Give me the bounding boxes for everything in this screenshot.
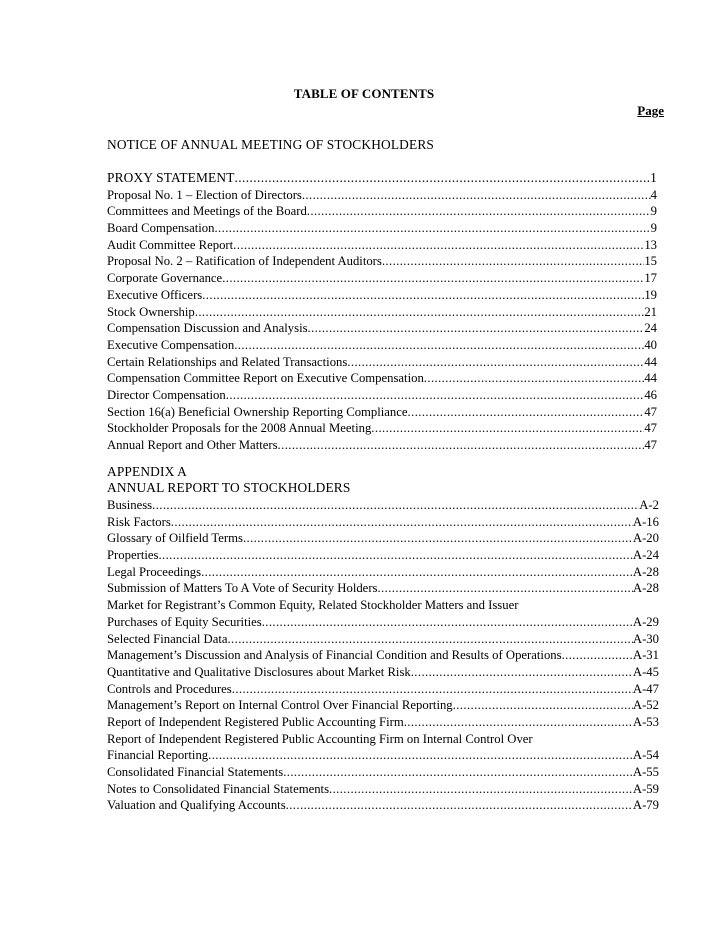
toc-leader-dots	[226, 387, 645, 404]
toc-page-number: A-20	[632, 531, 659, 546]
toc-entry-label: Management’s Discussion and Analysis of Financial Condition and Results of Operations	[107, 648, 562, 663]
toc-row[interactable]	[107, 764, 659, 781]
toc-entry-label: Corporate Governance	[107, 271, 223, 286]
toc-row[interactable]	[107, 187, 657, 204]
toc-leader-dots	[278, 437, 645, 454]
toc-row[interactable]	[107, 387, 657, 404]
toc-entry-label: Notes to Consolidated Financial Statements	[107, 781, 330, 796]
toc-leader-dots	[201, 564, 633, 581]
notice-heading: NOTICE OF ANNUAL MEETING OF STOCKHOLDERS	[107, 137, 435, 152]
toc-leader-dots	[195, 304, 645, 321]
page-column-label: Page	[637, 103, 664, 118]
toc-entry-label: Purchases of Equity Securities	[107, 614, 262, 629]
toc-leader-dots	[158, 547, 632, 564]
toc-leader-dots	[222, 270, 644, 287]
toc-row[interactable]	[107, 404, 657, 421]
toc-page-number: 17	[644, 271, 657, 286]
toc-leader-dots	[286, 797, 633, 814]
toc-page-number: 9	[650, 204, 657, 219]
toc-entry-label: Valuation and Qualifying Accounts	[107, 798, 286, 813]
toc-entry-label-first-line: Market for Registrant’s Common Equity, Related Stockholder Matters and Issuer	[107, 598, 519, 613]
toc-row[interactable]	[107, 714, 659, 731]
toc-page-number: A-28	[632, 564, 659, 579]
toc-leader-dots	[404, 714, 633, 731]
toc-leader-dots	[234, 337, 644, 354]
toc-row[interactable]	[107, 237, 657, 254]
toc-row[interactable]	[107, 497, 659, 514]
toc-row[interactable]	[107, 781, 659, 798]
toc-page-number: A-55	[632, 765, 659, 779]
toc-row[interactable]	[107, 564, 659, 581]
toc-page-number: A-28	[632, 581, 659, 596]
toc-row[interactable]	[107, 747, 659, 764]
toc-leader-dots	[562, 647, 633, 664]
toc-leader-dots	[453, 697, 633, 714]
toc-page-number: A-53	[632, 714, 659, 729]
toc-entry-label: Audit Committee Report	[107, 237, 234, 252]
toc-row[interactable]	[107, 253, 657, 270]
toc-page-number: A-52	[632, 698, 659, 713]
toc-page-number: 47	[644, 421, 657, 436]
toc-row[interactable]	[107, 547, 659, 564]
toc-row[interactable]	[107, 664, 659, 681]
toc-entry-label: Committees and Meetings of the Board	[107, 204, 307, 219]
toc-row[interactable]	[107, 437, 657, 454]
toc-page-number: A-30	[632, 631, 659, 646]
toc-page-number: A-16	[632, 514, 659, 529]
toc-row[interactable]	[107, 370, 657, 387]
toc-entry-label: Compensation Committee Report on Executive Compensation	[107, 371, 424, 386]
toc-entry-label: Stockholder Proposals for the 2008 Annual Meeting	[107, 421, 372, 436]
toc-leader-dots	[208, 747, 633, 764]
toc-page-number: 19	[644, 287, 657, 302]
toc-entry-label: Director Compensation	[107, 387, 226, 402]
toc-row[interactable]	[107, 580, 659, 597]
toc-page-number: 1	[650, 170, 657, 185]
toc-leader-dots	[243, 530, 633, 547]
toc-leader-dots	[214, 220, 650, 237]
toc-page-number: A-59	[632, 781, 659, 796]
toc-row[interactable]	[107, 697, 659, 714]
toc-leader-dots	[377, 580, 632, 597]
toc-page-number: 46	[644, 387, 657, 402]
proxy-toc-list	[107, 170, 657, 454]
toc-page-number: A-24	[632, 548, 659, 563]
toc-page-number: 47	[644, 404, 657, 419]
appendix-subheading: ANNUAL REPORT TO STOCKHOLDERS	[107, 480, 351, 495]
toc-row[interactable]	[107, 797, 659, 814]
toc-page-number: A-79	[632, 798, 659, 813]
toc-entry-label: PROXY STATEMENT	[107, 170, 235, 185]
toc-entry-label: Report of Independent Registered Public Accounting Firm	[107, 714, 404, 729]
toc-row[interactable]	[107, 647, 659, 664]
toc-leader-dots	[232, 681, 633, 698]
toc-entry-label: Quantitative and Qualitative Disclosures about Market Risk	[107, 664, 411, 679]
toc-leader-dots	[347, 354, 644, 371]
toc-leader-dots	[235, 170, 651, 187]
toc-entry-label: Risk Factors	[107, 514, 171, 529]
toc-entry-label: Proposal No. 1 – Election of Directors	[107, 187, 302, 202]
toc-page-number: 44	[644, 354, 657, 369]
toc-leader-dots	[371, 420, 644, 437]
toc-row[interactable]	[107, 631, 659, 648]
toc-leader-dots	[262, 614, 633, 631]
toc-leader-dots	[233, 237, 644, 254]
toc-leader-dots	[283, 764, 633, 781]
toc-entry-label: Compensation Discussion and Analysis	[107, 321, 308, 336]
toc-page-number: 47	[644, 438, 657, 452]
toc-row[interactable]	[107, 220, 657, 237]
appendix-toc-list	[107, 497, 659, 814]
toc-entry-label: Stock Ownership	[107, 304, 195, 319]
toc-page-number: 21	[644, 304, 657, 319]
toc-row[interactable]	[107, 530, 659, 547]
toc-leader-dots	[202, 287, 644, 304]
toc-leader-dots	[308, 320, 645, 337]
toc-entry-label: Annual Report and Other Matters	[107, 438, 278, 452]
toc-leader-dots	[424, 370, 645, 387]
toc-page-number: 9	[650, 221, 657, 236]
toc-row[interactable]	[107, 203, 657, 220]
toc-entry-label: Submission of Matters To A Vote of Security Holders	[107, 581, 378, 596]
toc-row[interactable]	[107, 420, 657, 437]
toc-page-number: A-54	[632, 748, 659, 763]
toc-row[interactable]	[107, 287, 657, 304]
toc-row[interactable]	[107, 270, 657, 287]
toc-row[interactable]	[107, 514, 659, 531]
toc-entry-label: Glossary of Oilfield Terms	[107, 531, 243, 546]
toc-entry-label: Properties	[107, 548, 159, 563]
toc-leader-dots	[382, 253, 644, 270]
toc-entry-label: Certain Relationships and Related Transactions	[107, 354, 348, 369]
toc-page-number: 24	[644, 321, 657, 336]
toc-entry-label: Legal Proceedings	[107, 564, 202, 579]
toc-page-number: 4	[650, 187, 657, 202]
page-title: TABLE OF CONTENTS	[293, 86, 435, 101]
toc-page-number: 13	[644, 237, 657, 252]
toc-entry-label: Financial Reporting	[107, 748, 209, 763]
toc-entry-label: Selected Financial Data	[107, 631, 228, 646]
toc-leader-dots	[227, 631, 632, 648]
toc-entry-label: Proposal No. 2 – Ratification of Independent Auditors	[107, 254, 382, 269]
toc-entry-label-first-line: Report of Independent Registered Public Accounting Firm on Internal Control Over	[107, 731, 533, 746]
toc-entry-label: Consolidated Financial Statements	[107, 765, 284, 779]
toc-row[interactable]	[107, 304, 657, 321]
toc-leader-dots	[307, 203, 651, 220]
toc-entry-label: Executive Officers	[107, 287, 203, 302]
toc-entry-label: Board Compensation	[107, 221, 215, 236]
toc-leader-dots	[329, 781, 633, 798]
toc-leader-dots	[152, 497, 639, 514]
toc-entry-label: Executive Compensation	[107, 337, 235, 352]
toc-entry-label: Business	[107, 498, 153, 512]
toc-leader-dots	[302, 187, 651, 204]
toc-entry-label: Controls and Procedures	[107, 681, 232, 696]
toc-entry-label: Management’s Report on Internal Control Over Financial Reporting	[107, 698, 453, 713]
toc-page-number: A-29	[632, 614, 659, 629]
toc-page-number: A-47	[632, 681, 659, 696]
toc-page-number: A-2	[639, 498, 659, 512]
toc-page-number: 44	[644, 371, 657, 386]
toc-page-number: A-31	[632, 648, 659, 663]
toc-page-number: 40	[644, 337, 657, 352]
toc-row[interactable]	[107, 320, 657, 337]
toc-row[interactable]	[107, 170, 657, 187]
toc-leader-dots	[171, 514, 633, 531]
toc-row[interactable]	[107, 614, 659, 631]
toc-row[interactable]	[107, 681, 659, 698]
appendix-heading: APPENDIX A	[107, 464, 187, 479]
toc-row[interactable]	[107, 337, 657, 354]
toc-page-number: 15	[644, 254, 657, 269]
toc-page-number: A-45	[632, 664, 659, 679]
toc-entry-label: Section 16(a) Beneficial Ownership Reporting Compliance	[107, 404, 408, 419]
toc-leader-dots	[411, 664, 633, 681]
toc-row[interactable]	[107, 354, 657, 371]
toc-leader-dots	[408, 404, 645, 421]
